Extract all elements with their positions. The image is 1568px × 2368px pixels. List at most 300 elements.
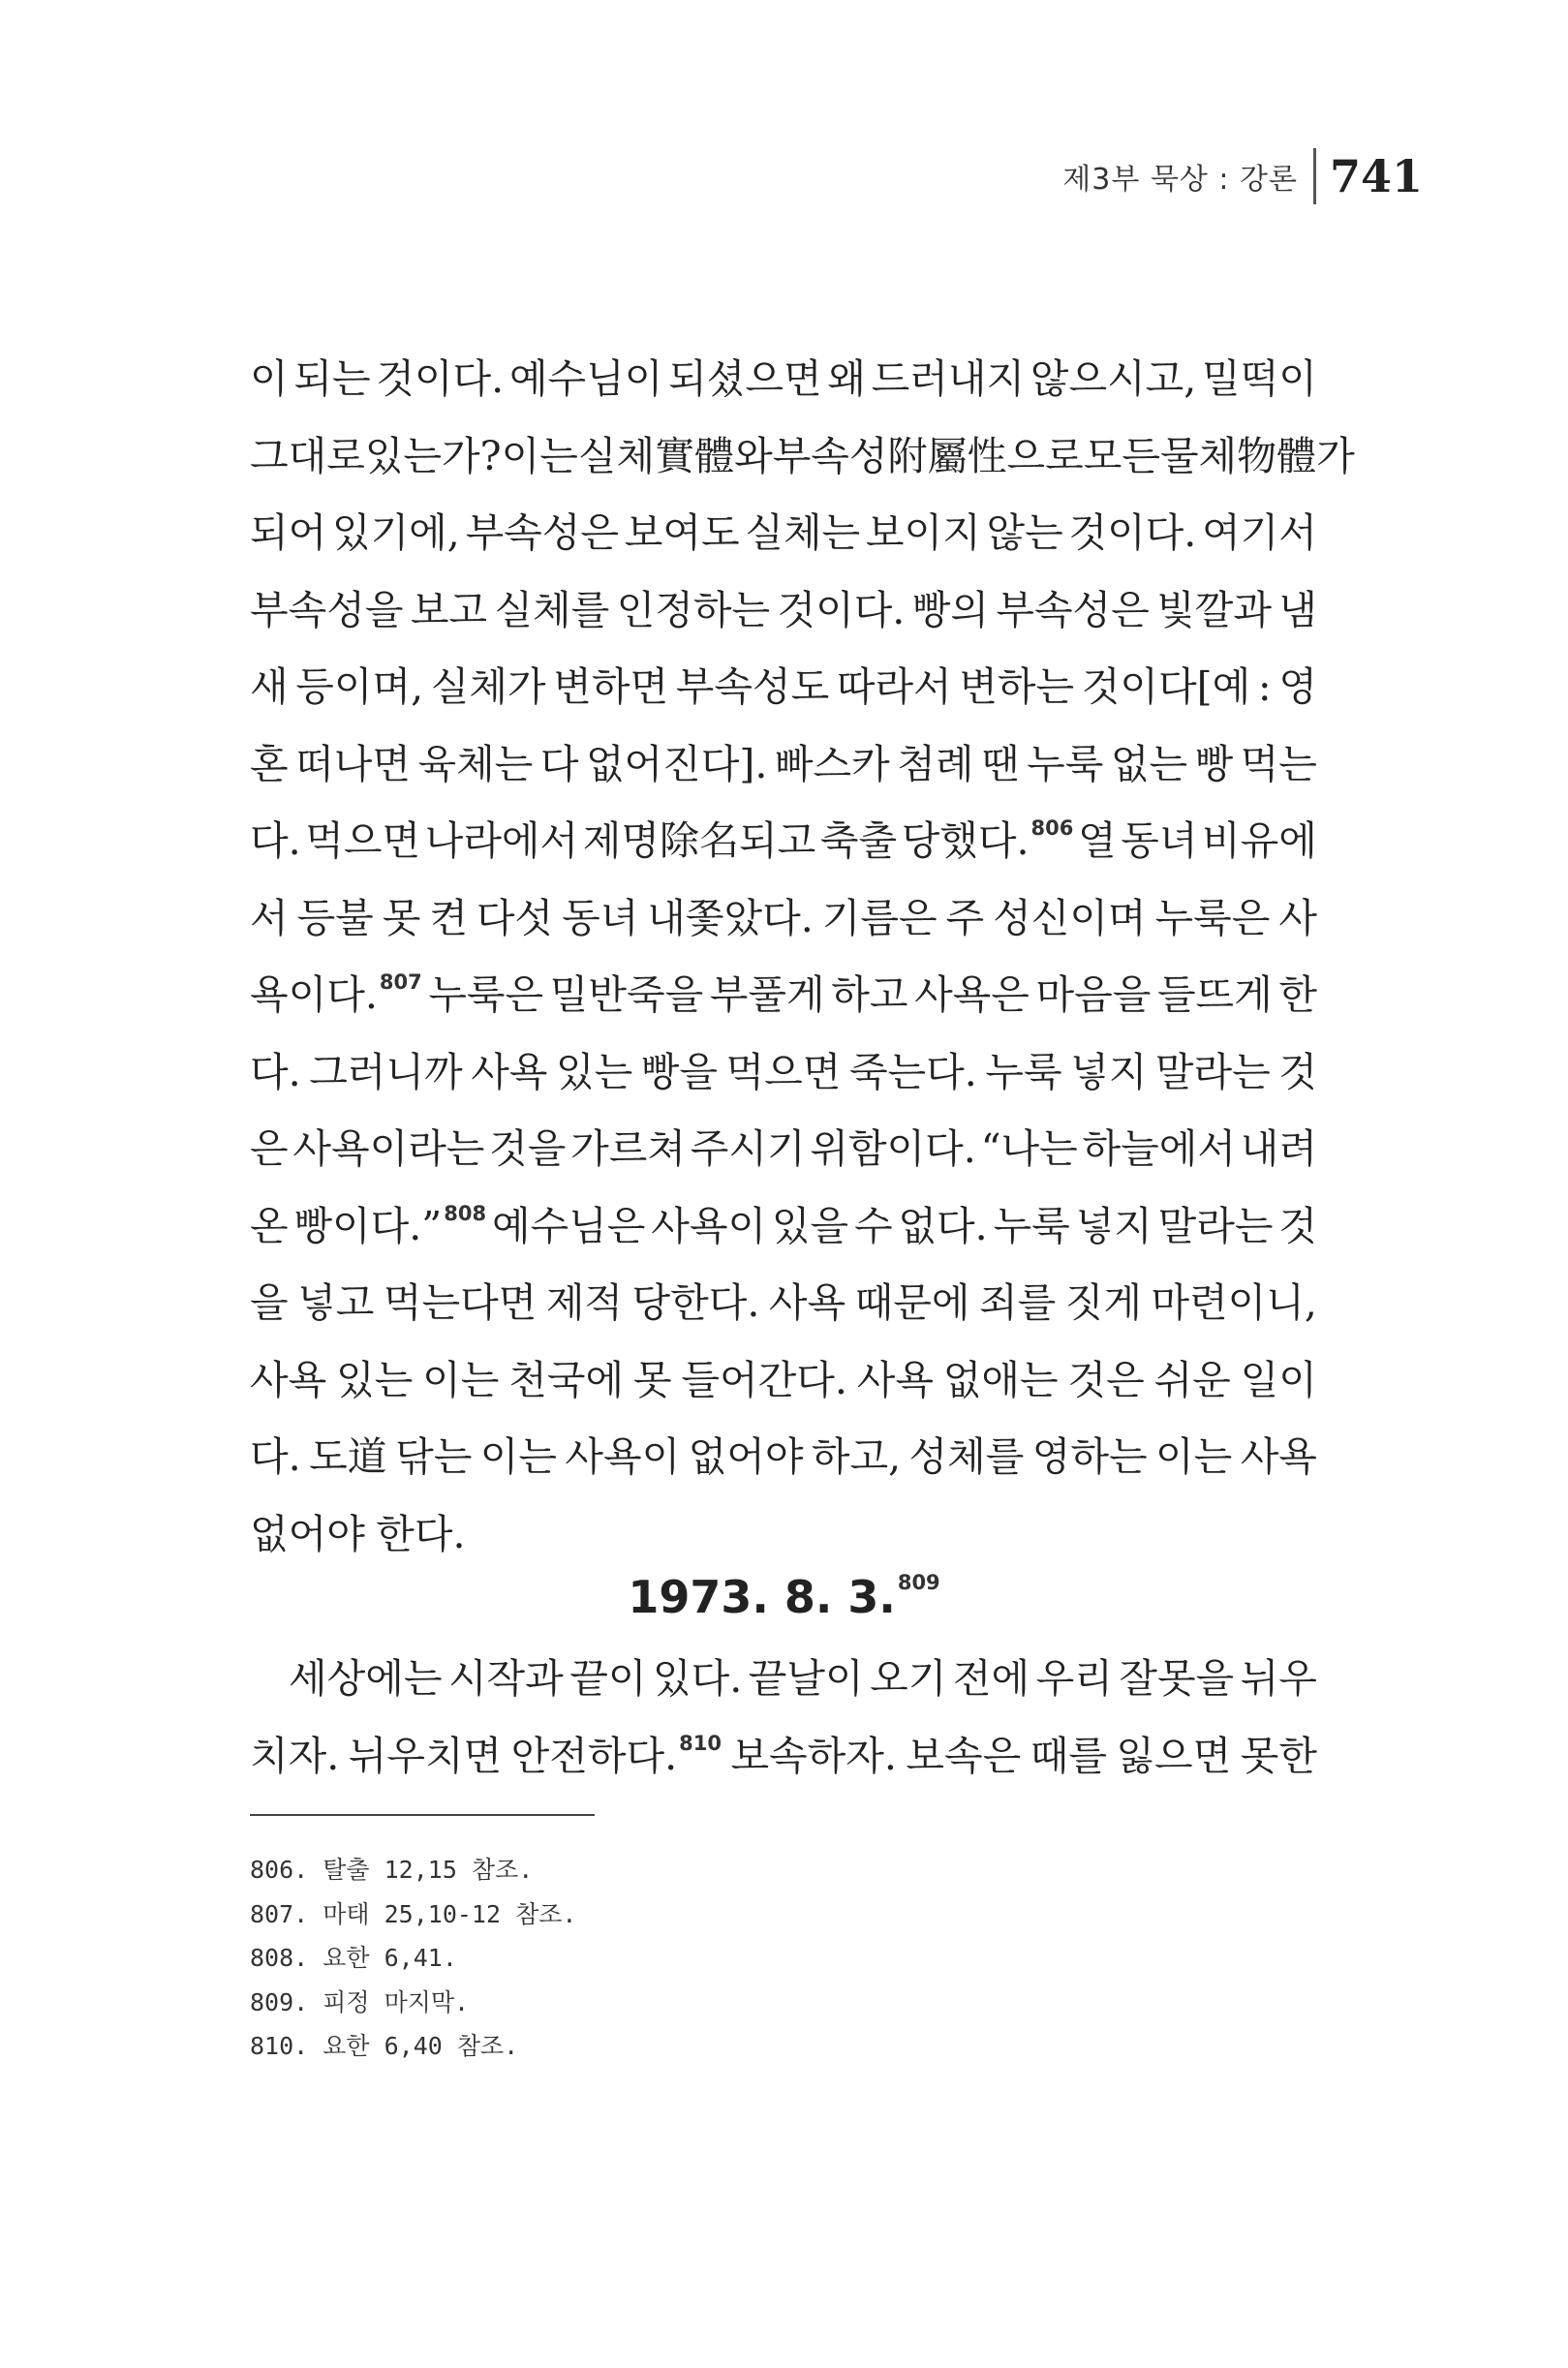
word: 못 [382, 894, 421, 941]
word-group [250, 1040, 301, 1097]
word-group [1155, 1040, 1271, 1097]
word: 보속은 [906, 1732, 1022, 1779]
word-group [1158, 1194, 1274, 1251]
word: 있기에, [331, 509, 460, 556]
word: 부속성도 [675, 663, 830, 710]
word: 없애는 [942, 1356, 1059, 1403]
word-group [583, 809, 815, 866]
word: 사욕 [1240, 1433, 1317, 1480]
word: 당했다. [901, 817, 1030, 864]
word-group [1160, 424, 1355, 481]
word-group [250, 347, 289, 404]
word-group [1068, 501, 1196, 558]
word-group [641, 1040, 718, 1097]
word: 마음을 [1035, 971, 1152, 1018]
word: 있다. [653, 1655, 743, 1702]
word-group [295, 732, 411, 789]
word-group [1119, 1646, 1234, 1704]
word-group [1195, 732, 1234, 789]
word: 다. [250, 1048, 301, 1095]
word: 열 [1078, 817, 1117, 864]
word: 욕이다. [250, 971, 378, 1018]
word-group [448, 1646, 564, 1704]
word: 따라서 [836, 663, 952, 710]
word: 쉬운 [1153, 1356, 1231, 1403]
word-group [309, 1040, 462, 1097]
word: 영하는 [1031, 1433, 1148, 1480]
word-group [578, 424, 773, 481]
word: 빠스카 [774, 740, 890, 787]
word-group [289, 1646, 442, 1704]
word-group [987, 501, 1063, 558]
word-group [1278, 1194, 1317, 1251]
word-group [376, 347, 504, 404]
word: 영 [1278, 663, 1317, 710]
word: 등불 [296, 894, 374, 941]
word-group [775, 732, 890, 789]
word-group [417, 732, 533, 789]
word: 먹으면 [305, 817, 421, 864]
word-group [981, 732, 1020, 789]
word-group [1084, 424, 1160, 481]
word: 냄 [1278, 586, 1317, 633]
word: 나라에서 [424, 817, 579, 864]
word-group [854, 1194, 893, 1251]
word-group [556, 1040, 632, 1097]
word: 죽는다. [848, 1048, 977, 1095]
word-group [250, 424, 365, 481]
word-group [411, 578, 487, 635]
word: 하고 [831, 971, 908, 1018]
word: 끝날이 [748, 1655, 864, 1702]
word-group [953, 1646, 1030, 1704]
word-group [993, 886, 1146, 943]
word: 못한 [1240, 1732, 1317, 1779]
word-group [509, 347, 662, 404]
word-group [565, 1425, 680, 1482]
word-group [994, 1194, 1070, 1251]
word-group [1070, 1040, 1147, 1097]
footnote-ref: 806 [1030, 816, 1074, 840]
word: 없어진다]. [585, 740, 768, 787]
word: 비유에 [1202, 817, 1317, 864]
word: 것은 [1067, 1356, 1145, 1403]
footnote-ref: 808 [444, 1201, 487, 1225]
word: 빛깔과 [1156, 586, 1272, 633]
word-group [827, 347, 866, 404]
word-group [250, 963, 422, 1020]
word: 부속성附屬性으로 [772, 432, 1084, 479]
word-group [981, 1117, 1078, 1174]
word: 동녀 [562, 894, 639, 941]
word: 있는가? [364, 432, 502, 479]
word: 서 [250, 894, 289, 941]
word-group [1155, 1425, 1232, 1482]
word-group [831, 963, 907, 1020]
word: 사욕이라는 [292, 1125, 485, 1172]
word: 물체物體가 [1159, 432, 1355, 479]
word: 다. [250, 817, 301, 864]
word: 온 [250, 1202, 289, 1249]
word-group [632, 1271, 760, 1328]
word: “나는 [980, 1125, 1078, 1172]
word: 인정하는 [616, 586, 771, 633]
date-heading [0, 1571, 1568, 1623]
word-group [336, 1348, 413, 1405]
word-group [909, 1425, 1025, 1482]
word: 마련이니, [1151, 1279, 1317, 1326]
word: 먹는다면 [383, 1279, 538, 1326]
word: 없어야 [250, 1510, 365, 1557]
word: 없어야 [688, 1433, 804, 1480]
word: 부속성을 [250, 586, 404, 633]
word: 사 [1278, 894, 1317, 941]
text-line [250, 501, 1317, 578]
text-line [250, 963, 1317, 1040]
word: 밀떡이 [1202, 355, 1317, 402]
word: 사욕 [471, 1048, 548, 1095]
word: 되는 [293, 355, 371, 402]
word: 부속성은 [465, 509, 620, 556]
word: 것 [1278, 1202, 1317, 1249]
word-group [1202, 347, 1317, 404]
word-group [1241, 732, 1317, 789]
word-group [1157, 963, 1273, 1020]
word-group [1036, 1646, 1113, 1704]
word: 되셨으면 [668, 355, 822, 402]
word: 부풀게 [709, 971, 825, 1018]
word-group [812, 1425, 901, 1482]
word-group [384, 1271, 537, 1328]
word: 변하면 [553, 663, 669, 710]
word-group [617, 578, 770, 635]
word-group [429, 886, 468, 943]
word: 없다. [898, 1202, 988, 1249]
word: 사욕은 [914, 971, 1030, 1018]
word: 안전하다. [510, 1732, 678, 1779]
word-group [996, 578, 1149, 635]
body-paragraph-1 [250, 347, 1355, 1579]
word: 끝이 [569, 1655, 647, 1702]
footnote-ref: 807 [379, 970, 422, 994]
word: 전에 [952, 1655, 1030, 1702]
word: 주시기 [690, 1125, 806, 1172]
word: 되어 [250, 509, 327, 556]
word-group [250, 655, 289, 712]
word: 보이지 [865, 509, 981, 556]
word: 그러니까 [309, 1048, 463, 1095]
word-group [1067, 1348, 1144, 1405]
word-group [897, 732, 973, 789]
word-group [902, 809, 1074, 866]
word-group [250, 1724, 339, 1781]
text-line [250, 347, 1317, 424]
word-group [570, 1117, 686, 1174]
word: 오기 [870, 1655, 947, 1702]
word-group [959, 655, 1074, 712]
word: 것이다. [376, 355, 505, 402]
word-group [480, 1425, 557, 1482]
word-group [985, 1040, 1061, 1097]
word-group [730, 1724, 896, 1781]
word-group [745, 501, 860, 558]
word: 닦는 [395, 1433, 473, 1480]
word: 보속하자. [730, 1732, 897, 1779]
word-group [297, 1271, 374, 1328]
word: 부속성은 [996, 586, 1150, 633]
word-group [309, 1425, 387, 1482]
word-group [494, 578, 609, 635]
text-line [250, 655, 1317, 732]
word-group [866, 501, 981, 558]
footnote-item: 808. 요한 6,41. [250, 1944, 457, 1972]
word: 위함이다. [810, 1125, 976, 1172]
word: 기름은 [821, 894, 938, 941]
word-group [569, 1646, 646, 1704]
word: 사욕 [768, 1279, 846, 1326]
footnote-item: 807. 마태 25,10-12 참조. [250, 1899, 577, 1928]
word: 첨례 [897, 740, 974, 787]
word-group [250, 1348, 326, 1405]
word-group [1151, 1271, 1316, 1328]
word: 빵의 [911, 586, 989, 633]
word-group [431, 655, 546, 712]
word-group [540, 732, 579, 789]
date-heading-text: 1973. 8. 3. [628, 1571, 896, 1623]
word: 빵이다.” [293, 1202, 443, 1249]
word: 다 [539, 740, 579, 787]
text-line [250, 1117, 1317, 1194]
word: : [1257, 663, 1272, 710]
word: 땐 [980, 740, 1020, 787]
word-group [1116, 1724, 1231, 1781]
word: 것이다[예 [1081, 663, 1251, 710]
word-group [1241, 1348, 1317, 1405]
word-group [773, 424, 1084, 481]
word: 주 [945, 894, 985, 941]
word: 예수님은 [491, 1202, 646, 1249]
word: 내쫓았다. [647, 894, 814, 941]
word: 있을 [771, 1202, 849, 1249]
word: 여기서 [1202, 509, 1317, 556]
word: 않으시고, [1030, 355, 1197, 402]
word: 이는 [422, 1356, 500, 1403]
word-group [676, 655, 829, 712]
word-group [293, 347, 370, 404]
word-group [625, 501, 740, 558]
word: 을 [250, 1279, 289, 1326]
word-group [422, 1348, 499, 1405]
page-number: 741 [1329, 150, 1423, 202]
word: 사욕이 [651, 1202, 767, 1249]
word: 때문에 [854, 1279, 970, 1326]
word-group [1155, 886, 1271, 943]
word: 밀반죽을 [549, 971, 704, 1018]
word: 넣지 [1070, 1048, 1148, 1095]
word-group [653, 1646, 742, 1704]
word: 이는 [479, 1433, 557, 1480]
word: 그대로 [250, 432, 365, 479]
word-group [425, 809, 578, 866]
word: 왜 [827, 355, 866, 402]
word-group [689, 1425, 804, 1482]
text-line [250, 1271, 1317, 1348]
word-group [395, 1425, 472, 1482]
word-group [305, 809, 420, 866]
word-group [250, 1117, 289, 1174]
word: 등이며, [295, 663, 424, 710]
word-group [749, 1646, 864, 1704]
text-line [250, 886, 1317, 964]
word: 당한다. [631, 1279, 760, 1326]
text-line [250, 732, 1317, 810]
word-group [1202, 809, 1317, 866]
word-group [912, 578, 989, 635]
word: 것 [1278, 1048, 1317, 1095]
word: 것을 [489, 1125, 567, 1172]
word-group [726, 1040, 842, 1097]
word-group [250, 1271, 289, 1328]
word-group [1258, 663, 1272, 710]
word-group [1278, 655, 1317, 712]
footnote-item: 806. 탈출 12,15 참조. [250, 1856, 534, 1884]
word-group [250, 501, 326, 558]
word-group [562, 886, 638, 943]
word-group [681, 1348, 846, 1405]
word: 하늘에서 [1082, 1125, 1236, 1172]
word-group [710, 963, 825, 1020]
word-group [550, 963, 703, 1020]
word: 보고 [410, 586, 488, 633]
word: 말라는 [1154, 1048, 1271, 1095]
word-group [292, 1117, 484, 1174]
word: 누룩은 [428, 971, 544, 1018]
word: 못 [632, 1356, 672, 1403]
word-group [428, 963, 543, 1020]
text-line [250, 1348, 1317, 1426]
word-group [668, 347, 821, 404]
word-group [943, 1348, 1059, 1405]
text-line [250, 1040, 1317, 1118]
word: 먹는 [1240, 740, 1317, 787]
word: 뉘우 [1240, 1655, 1317, 1702]
footnote-item: 809. 피정 마지막. [250, 1987, 470, 2016]
text-line [250, 1502, 1317, 1580]
word-group [1032, 1425, 1148, 1482]
word: 실체가 [430, 663, 546, 710]
word-group [546, 1271, 623, 1328]
word: 잃으면 [1116, 1732, 1232, 1779]
word-group [293, 1194, 486, 1251]
text-line [250, 578, 1317, 656]
text-line [250, 1724, 1317, 1801]
word: 모든 [1083, 432, 1160, 479]
text-line [250, 809, 1317, 886]
word-group [651, 1194, 766, 1251]
word-group [898, 1194, 987, 1251]
word-group [1065, 1271, 1142, 1328]
word-group [772, 1194, 848, 1251]
footnote-divider [250, 1814, 595, 1816]
word-group [849, 1040, 977, 1097]
word: 때를 [1030, 1732, 1107, 1779]
word: 넣지 [1075, 1202, 1153, 1249]
word: 있는 [336, 1356, 414, 1403]
word: 않는 [986, 509, 1063, 556]
word-group [1121, 809, 1197, 866]
word-group [1202, 501, 1317, 558]
word-group [855, 1271, 970, 1328]
word-group [1278, 1040, 1317, 1097]
word-group [250, 1194, 289, 1251]
word: 도道 [309, 1433, 387, 1480]
word: 제적 [545, 1279, 624, 1326]
word-group [691, 1117, 806, 1174]
running-head [1062, 145, 1423, 207]
word-group [979, 1271, 1056, 1328]
word: 새 [250, 663, 289, 710]
word: 성신이며 [993, 894, 1147, 941]
word-group [870, 1646, 946, 1704]
word: 육체는 [417, 740, 534, 787]
word-group [633, 1348, 672, 1405]
word: 천국에 [508, 1356, 625, 1403]
word-group [837, 655, 952, 712]
running-head-section: 제3부 묵상 : 강론 [1062, 163, 1298, 197]
footnote-ref: 809 [897, 1571, 940, 1594]
word-group [769, 1271, 845, 1328]
word-group [1156, 578, 1272, 635]
word-group [820, 809, 897, 866]
word-group [250, 886, 289, 943]
word: 잘못을 [1119, 1655, 1235, 1702]
word: 우리 [1035, 1655, 1113, 1702]
word: 없는 [1110, 740, 1188, 787]
word: 세상에는 [289, 1655, 443, 1702]
word: 한다. [376, 1510, 466, 1557]
footnote-list [250, 1848, 576, 2069]
running-head-divider [1313, 148, 1316, 204]
word: 가르쳐 [570, 1125, 686, 1172]
footnote-ref: 810 [679, 1731, 722, 1755]
word-group [1241, 1646, 1317, 1704]
word: 들뜨게 [1156, 971, 1273, 1018]
word: 사욕이 [565, 1433, 681, 1480]
word: 변하는 [959, 663, 1075, 710]
word-group [1241, 1724, 1317, 1781]
word-group [1154, 1348, 1231, 1405]
word: 것이다. [777, 586, 906, 633]
word: 치자. [250, 1732, 340, 1779]
word: 빵 [1194, 740, 1234, 787]
word-group [471, 1040, 547, 1097]
word: 먹으면 [725, 1048, 842, 1095]
word: 짓게 [1064, 1279, 1142, 1326]
word: 들어간다. [681, 1356, 847, 1403]
word-group [295, 655, 423, 712]
word: 빵을 [640, 1048, 718, 1095]
word-group [1278, 963, 1317, 1020]
word-group [250, 732, 289, 789]
word-group [383, 886, 421, 943]
word: 실체實體와 [577, 432, 773, 479]
word: 보여도 [624, 509, 740, 556]
word-group [906, 1724, 1021, 1781]
word: 것이다. [1068, 509, 1197, 556]
word-group [250, 1502, 365, 1559]
word: 누룩 [985, 1048, 1062, 1095]
word: 동녀 [1121, 817, 1198, 864]
